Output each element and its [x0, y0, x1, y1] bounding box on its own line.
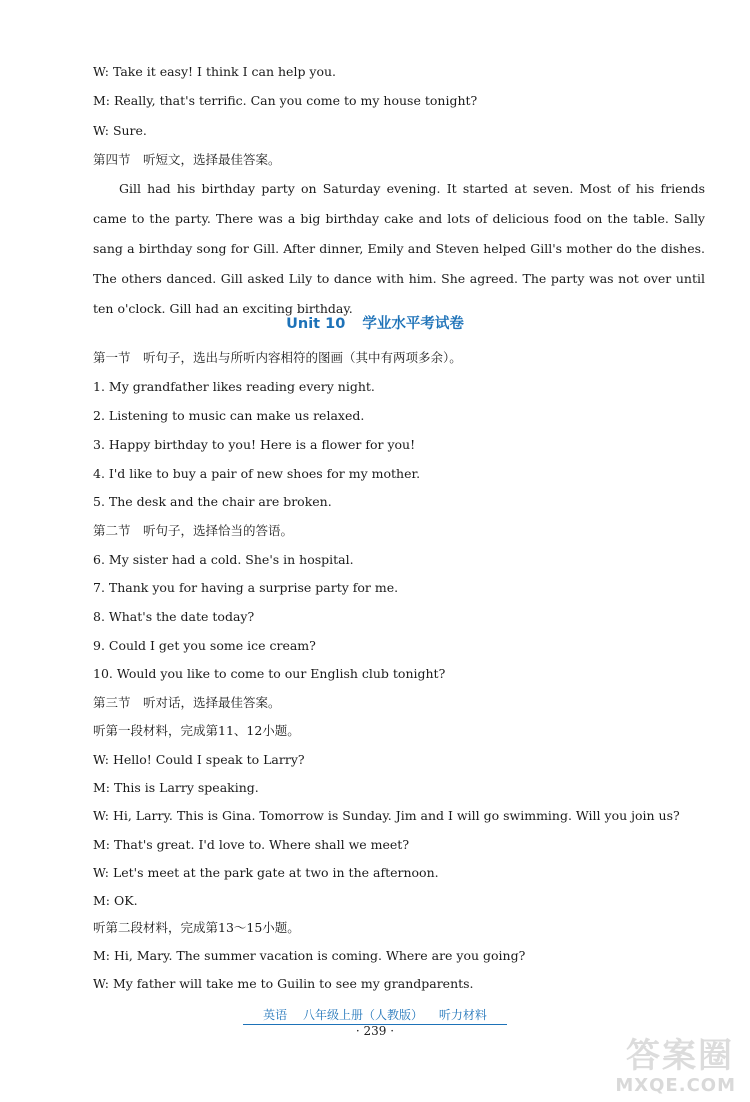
unit-number: Unit 10: [286, 316, 346, 332]
unit-name: 学业水平考试卷: [362, 316, 464, 332]
dialogue-line: M: This is Larry speaking.: [93, 780, 259, 795]
watermark-site: MXQE.COM: [615, 1075, 736, 1096]
dialogue-line: M: That's great. I'd love to. Where shall we meet?: [93, 837, 410, 852]
footer-material: 听力材料: [438, 1008, 487, 1022]
footer-grade: 八年级上册（人教版）: [302, 1008, 423, 1022]
section2-heading: 第二节 听句子，选择恰当的答语。: [93, 523, 294, 538]
question-item: 3. Happy birthday to you! Here is a flower for you!: [93, 437, 416, 452]
question-item: 5. The desk and the chair are broken.: [93, 494, 332, 509]
question-item: 2. Listening to music can make us relaxed.: [93, 408, 365, 423]
footer-subject: 英语: [263, 1008, 288, 1022]
material1-heading: 听第一段材料，完成第11、12小题。: [93, 723, 300, 738]
question-item: 1. My grandfather likes reading every night.: [93, 379, 375, 394]
question-item: 6. My sister had a cold. She's in hospital.: [93, 552, 354, 567]
material2-heading: 听第二段材料，完成第13～15小题。: [93, 920, 300, 935]
dialogue-line: M: OK.: [93, 893, 138, 908]
page-number: · 239 ·: [355, 1024, 395, 1038]
dialogue-line: W: Hello! Could I speak to Larry?: [93, 752, 305, 767]
question-item: 10. Would you like to come to our English club tonight?: [93, 666, 446, 681]
unit-title: [0, 312, 750, 333]
listening-passage: Gill had his birthday party on Saturday evening. It started at seven. Most of his friends came to the party. There was a big birthday cake and lots of delicious food on the table. Sally sang a birthday song for Gill. After dinner, Emily and Steven helped Gill's mother do the dishes. The others danced. Gill asked Lily to dance with him. She agreed. The party was not over until ten o'clock. Gill had an exciting birthday.: [93, 181, 705, 316]
question-item: 9. Could I get you some ice cream?: [93, 638, 316, 653]
dialogue-line: W: Hi, Larry. This is Gina. Tomorrow is Sunday. Jim and I will go swimming. Will you join us?: [93, 808, 680, 823]
question-item: 7. Thank you for having a surprise party for me.: [93, 580, 399, 595]
section1-heading: 第一节 听句子，选出与所听内容相符的图画（其中有两项多余）。: [93, 350, 462, 365]
dialogue-line: W: Sure.: [93, 123, 147, 138]
watermark-text: 答案圈: [626, 1036, 734, 1076]
section3-heading: 第三节 听对话，选择最佳答案。: [93, 695, 281, 710]
question-item: 4. I'd like to buy a pair of new shoes for my mother.: [93, 466, 421, 481]
page-footer: [0, 1006, 750, 1025]
dialogue-line: W: Take it easy! I think I can help you.: [93, 64, 337, 79]
footer-label: [243, 1006, 507, 1025]
section4-heading: 第四节 听短文，选择最佳答案。: [93, 152, 281, 167]
dialogue-line: W: My father will take me to Guilin to see my grandparents.: [93, 976, 474, 991]
dialogue-line: M: Really, that's terrific. Can you come to my house tonight?: [93, 93, 478, 108]
watermark-logo: [602, 1028, 742, 1098]
dialogue-line: W: Let's meet at the park gate at two in the afternoon.: [93, 865, 439, 880]
question-item: 8. What's the date today?: [93, 609, 255, 624]
dialogue-line: M: Hi, Mary. The summer vacation is coming. Where are you going?: [93, 948, 526, 963]
